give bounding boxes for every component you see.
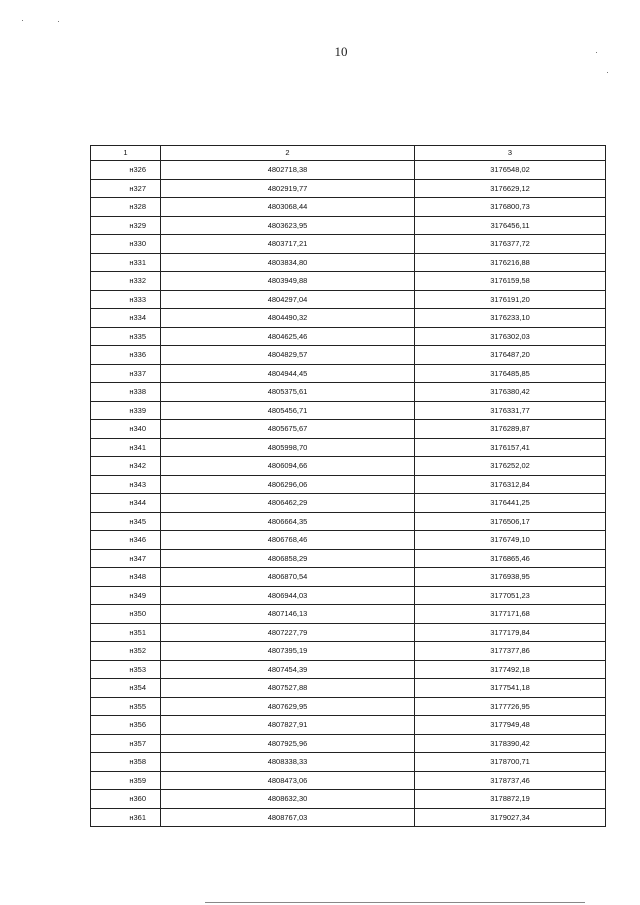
x-coordinate-cell: 4808767,03 (161, 808, 415, 827)
table-row (91, 198, 606, 217)
y-coordinate-cell: 3176441,25 (415, 494, 606, 513)
table-body (91, 161, 606, 827)
y-coordinate-cell: 3177179,84 (415, 623, 606, 642)
point-id-cell: н338 (91, 383, 161, 402)
y-coordinate-cell: 3176216,88 (415, 253, 606, 272)
scan-speck (596, 52, 597, 53)
table-row (91, 697, 606, 716)
table-row (91, 679, 606, 698)
point-id-cell: н327 (91, 179, 161, 198)
y-coordinate-cell: 3177949,48 (415, 716, 606, 735)
table-row (91, 457, 606, 476)
y-coordinate-cell: 3176800,73 (415, 198, 606, 217)
x-coordinate-cell: 4803834,80 (161, 253, 415, 272)
y-coordinate-cell: 3176331,77 (415, 401, 606, 420)
y-coordinate-cell: 3177377,86 (415, 642, 606, 661)
x-coordinate-cell: 4802718,38 (161, 161, 415, 180)
point-id-cell: н354 (91, 679, 161, 698)
x-coordinate-cell: 4806296,06 (161, 475, 415, 494)
table-row (91, 216, 606, 235)
table-row (91, 734, 606, 753)
point-id-cell: н349 (91, 586, 161, 605)
y-coordinate-cell: 3177171,68 (415, 605, 606, 624)
x-coordinate-cell: 4808632,30 (161, 790, 415, 809)
table-row (91, 420, 606, 439)
x-coordinate-cell: 4804625,46 (161, 327, 415, 346)
x-coordinate-cell: 4807146,13 (161, 605, 415, 624)
table-row (91, 438, 606, 457)
point-id-cell: н328 (91, 198, 161, 217)
table-row (91, 623, 606, 642)
x-coordinate-cell: 4807527,88 (161, 679, 415, 698)
x-coordinate-cell: 4804490,32 (161, 309, 415, 328)
y-coordinate-cell: 3176157,41 (415, 438, 606, 457)
table-row (91, 494, 606, 513)
point-id-cell: н351 (91, 623, 161, 642)
y-coordinate-cell: 3177726,95 (415, 697, 606, 716)
table-row (91, 716, 606, 735)
y-coordinate-cell: 3176456,11 (415, 216, 606, 235)
y-coordinate-cell: 3176380,42 (415, 383, 606, 402)
column-header-y: 3 (415, 146, 606, 161)
point-id-cell: н361 (91, 808, 161, 827)
x-coordinate-cell: 4808473,06 (161, 771, 415, 790)
x-coordinate-cell: 4807454,39 (161, 660, 415, 679)
x-coordinate-cell: 4803949,88 (161, 272, 415, 291)
y-coordinate-cell: 3178737,46 (415, 771, 606, 790)
x-coordinate-cell: 4805375,61 (161, 383, 415, 402)
point-id-cell: н331 (91, 253, 161, 272)
y-coordinate-cell: 3176377,72 (415, 235, 606, 254)
y-coordinate-cell: 3176302,03 (415, 327, 606, 346)
point-id-cell: н345 (91, 512, 161, 531)
x-coordinate-cell: 4806462,29 (161, 494, 415, 513)
point-id-cell: н346 (91, 531, 161, 550)
y-coordinate-cell: 3176289,87 (415, 420, 606, 439)
y-coordinate-cell: 3176191,20 (415, 290, 606, 309)
x-coordinate-cell: 4802919,77 (161, 179, 415, 198)
page-bottom-edge (205, 902, 585, 903)
table-row (91, 272, 606, 291)
table-row (91, 383, 606, 402)
table-row (91, 753, 606, 772)
table-row (91, 179, 606, 198)
x-coordinate-cell: 4803068,44 (161, 198, 415, 217)
point-id-cell: н347 (91, 549, 161, 568)
x-coordinate-cell: 4806768,46 (161, 531, 415, 550)
table-row (91, 605, 606, 624)
point-id-cell: н333 (91, 290, 161, 309)
point-id-cell: н359 (91, 771, 161, 790)
point-id-cell: н336 (91, 346, 161, 365)
point-id-cell: н356 (91, 716, 161, 735)
table-row (91, 549, 606, 568)
point-id-cell: н332 (91, 272, 161, 291)
y-coordinate-cell: 3176548,02 (415, 161, 606, 180)
point-id-cell: н335 (91, 327, 161, 346)
point-id-cell: н329 (91, 216, 161, 235)
point-id-cell: н343 (91, 475, 161, 494)
y-coordinate-cell: 3176252,02 (415, 457, 606, 476)
point-id-cell: н337 (91, 364, 161, 383)
y-coordinate-cell: 3176312,84 (415, 475, 606, 494)
table-row (91, 253, 606, 272)
point-id-cell: н341 (91, 438, 161, 457)
x-coordinate-cell: 4806664,35 (161, 512, 415, 531)
point-id-cell: н348 (91, 568, 161, 587)
x-coordinate-cell: 4805456,71 (161, 401, 415, 420)
table-row (91, 235, 606, 254)
table-row (91, 327, 606, 346)
table-row (91, 161, 606, 180)
table-row (91, 475, 606, 494)
point-id-cell: н339 (91, 401, 161, 420)
table-row (91, 568, 606, 587)
table-row (91, 790, 606, 809)
x-coordinate-cell: 4804829,57 (161, 346, 415, 365)
x-coordinate-cell: 4804297,04 (161, 290, 415, 309)
point-id-cell: н344 (91, 494, 161, 513)
scan-speck (22, 20, 23, 21)
y-coordinate-cell: 3177492,18 (415, 660, 606, 679)
x-coordinate-cell: 4806870,54 (161, 568, 415, 587)
table-row (91, 290, 606, 309)
page-number: 10 (334, 44, 348, 59)
y-coordinate-cell: 3178872,19 (415, 790, 606, 809)
point-id-cell: н360 (91, 790, 161, 809)
table-row (91, 401, 606, 420)
table-row (91, 586, 606, 605)
y-coordinate-cell: 3176629,12 (415, 179, 606, 198)
point-id-cell: н330 (91, 235, 161, 254)
point-id-cell: н358 (91, 753, 161, 772)
x-coordinate-cell: 4805675,67 (161, 420, 415, 439)
x-coordinate-cell: 4806858,29 (161, 549, 415, 568)
y-coordinate-cell: 3176485,85 (415, 364, 606, 383)
x-coordinate-cell: 4806944,03 (161, 586, 415, 605)
x-coordinate-cell: 4807395,19 (161, 642, 415, 661)
y-coordinate-cell: 3176865,46 (415, 549, 606, 568)
point-id-cell: н352 (91, 642, 161, 661)
y-coordinate-cell: 3178700,71 (415, 753, 606, 772)
table-row (91, 512, 606, 531)
x-coordinate-cell: 4803717,21 (161, 235, 415, 254)
y-coordinate-cell: 3176506,17 (415, 512, 606, 531)
y-coordinate-cell: 3178390,42 (415, 734, 606, 753)
y-coordinate-cell: 3176233,10 (415, 309, 606, 328)
table-row (91, 771, 606, 790)
scan-speck (58, 21, 59, 22)
scan-speck (607, 72, 608, 73)
point-id-cell: н355 (91, 697, 161, 716)
x-coordinate-cell: 4805998,70 (161, 438, 415, 457)
y-coordinate-cell: 3179027,34 (415, 808, 606, 827)
x-coordinate-cell: 4807227,79 (161, 623, 415, 642)
x-coordinate-cell: 4807925,96 (161, 734, 415, 753)
x-coordinate-cell: 4808338,33 (161, 753, 415, 772)
table-row (91, 364, 606, 383)
table-row (91, 309, 606, 328)
x-coordinate-cell: 4806094,66 (161, 457, 415, 476)
table-row (91, 642, 606, 661)
y-coordinate-cell: 3176487,20 (415, 346, 606, 365)
x-coordinate-cell: 4804944,45 (161, 364, 415, 383)
y-coordinate-cell: 3176938,95 (415, 568, 606, 587)
x-coordinate-cell: 4807827,91 (161, 716, 415, 735)
point-id-cell: н340 (91, 420, 161, 439)
column-header-x: 2 (161, 146, 415, 161)
point-id-cell: н350 (91, 605, 161, 624)
y-coordinate-cell: 3176749,10 (415, 531, 606, 550)
table-header-row (91, 146, 606, 161)
point-id-cell: н326 (91, 161, 161, 180)
point-id-cell: н353 (91, 660, 161, 679)
point-id-cell: н342 (91, 457, 161, 476)
table-row (91, 808, 606, 827)
y-coordinate-cell: 3177541,18 (415, 679, 606, 698)
table-row (91, 346, 606, 365)
point-id-cell: н357 (91, 734, 161, 753)
coordinates-table (90, 145, 606, 827)
x-coordinate-cell: 4803623,95 (161, 216, 415, 235)
x-coordinate-cell: 4807629,95 (161, 697, 415, 716)
y-coordinate-cell: 3176159,58 (415, 272, 606, 291)
table-row (91, 531, 606, 550)
point-id-cell: н334 (91, 309, 161, 328)
y-coordinate-cell: 3177051,23 (415, 586, 606, 605)
table-row (91, 660, 606, 679)
column-header-point: 1 (91, 146, 161, 161)
